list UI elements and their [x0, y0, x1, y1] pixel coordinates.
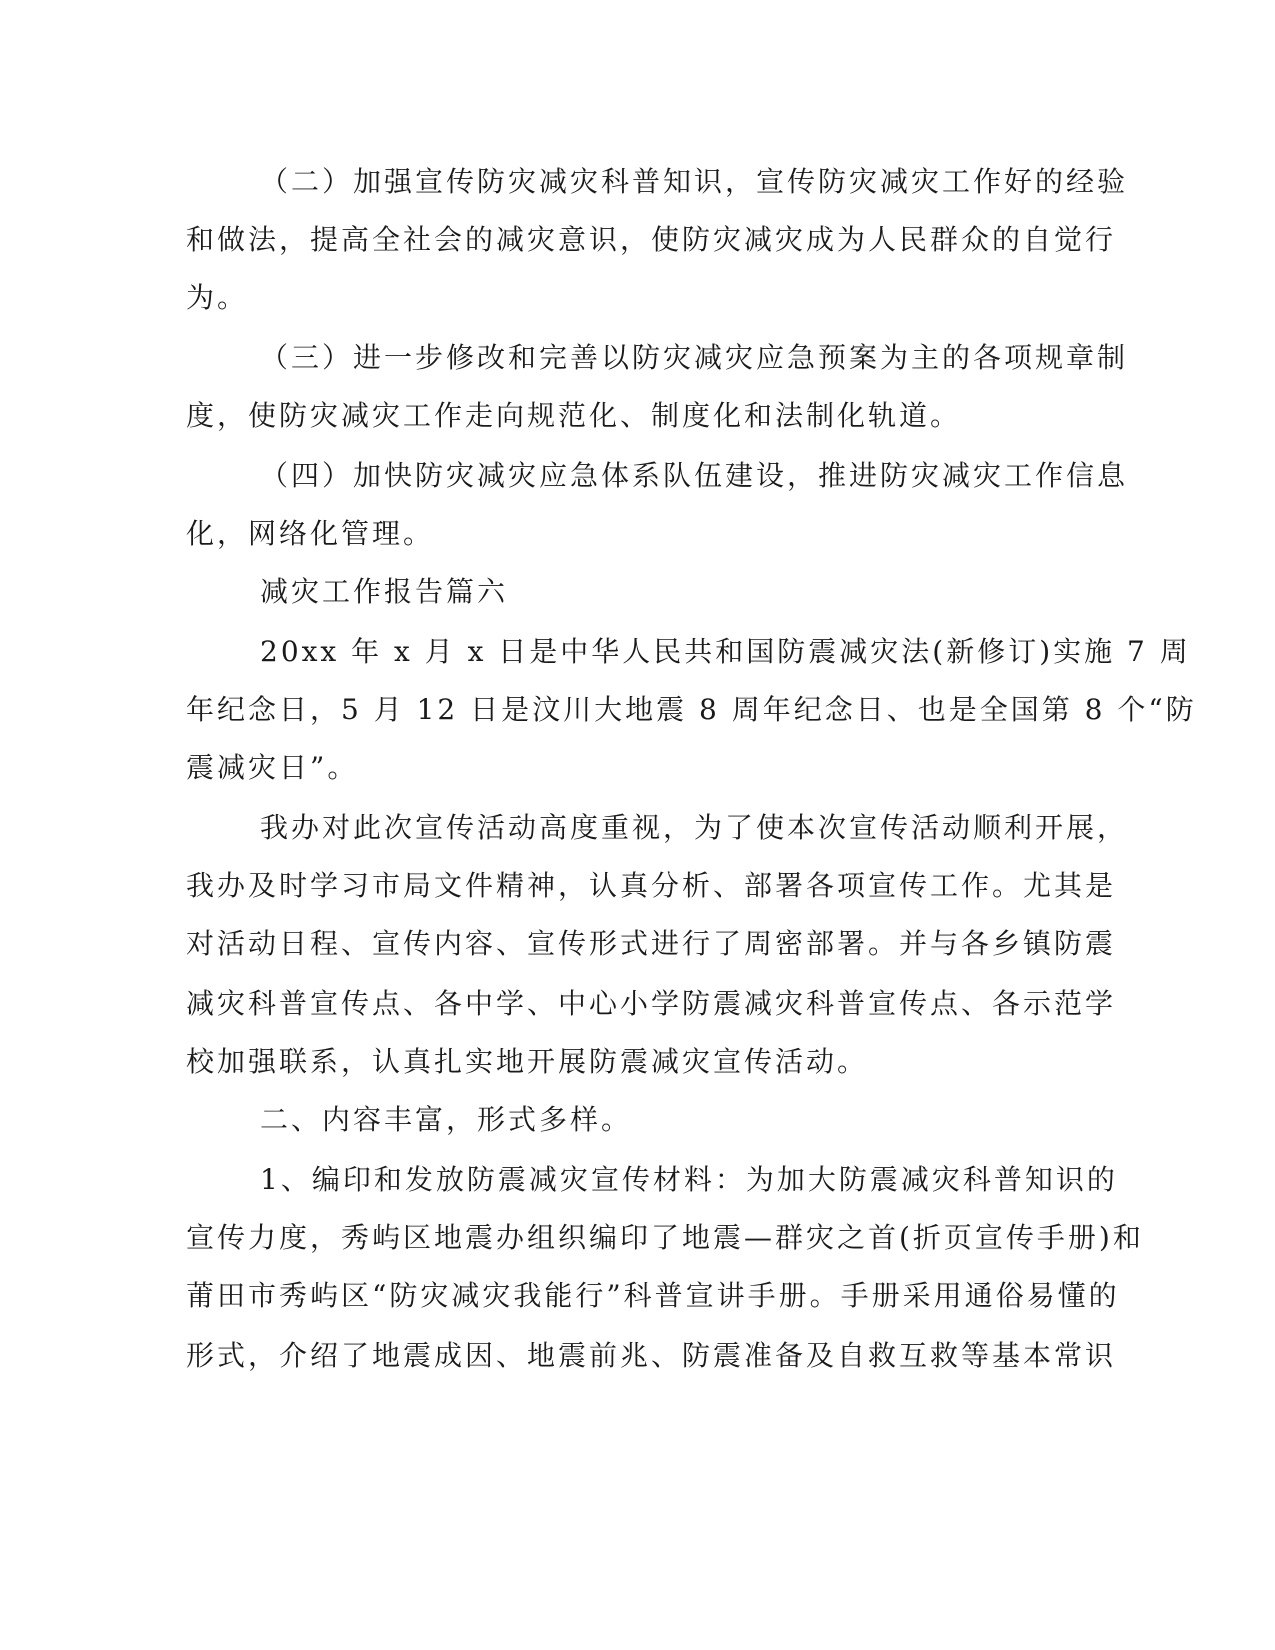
- text-line: 宣传力度，秀屿区地震办组织编印了地震—群灾之首(折页宣传手册)和: [186, 1221, 1144, 1254]
- text-line: 和做法，提高全社会的减灾意识，使防灾减灾成为人民群众的自觉行: [186, 223, 1117, 256]
- text-line: 形式，介绍了地震成因、地震前兆、防震准备及自救互救等基本常识: [186, 1339, 1117, 1372]
- text-line: （二）加强宣传防灾减灾科普知识，宣传防灾减灾工作好的经验: [260, 165, 1129, 198]
- text-line: 年纪念日，5 月 12 日是汶川大地震 8 周年纪念日、也是全国第 8 个“防: [186, 693, 1197, 726]
- text-line: （三）进一步修改和完善以防灾减灾应急预案为主的各项规章制: [260, 341, 1129, 374]
- text-line: （四）加快防灾减灾应急体系队伍建设，推进防灾减灾工作信息: [260, 459, 1129, 492]
- text-line: 化，网络化管理。: [186, 517, 435, 550]
- text-line: 莆田市秀屿区“防灾减灾我能行”科普宣讲手册。手册采用通俗易懂的: [186, 1279, 1120, 1312]
- text-line: 震减灾日”。: [186, 751, 359, 784]
- text-line: 为。: [186, 281, 249, 314]
- text-line: 校加强联系，认真扎实地开展防震减灾宣传活动。: [186, 1045, 869, 1078]
- section-heading: 二、内容丰富，形式多样。: [260, 1103, 633, 1136]
- text-line: 度，使防灾减灾工作走向规范化、制度化和法制化轨道。: [186, 399, 962, 432]
- text-line: 我办及时学习市局文件精神，认真分析、部署各项宣传工作。尤其是: [186, 869, 1117, 902]
- text-line: 我办对此次宣传活动高度重视，为了使本次宣传活动顺利开展，: [260, 811, 1129, 844]
- text-line: 20xx 年 x 月 x 日是中华人民共和国防震减灾法(新修订)实施 7 周: [260, 635, 1191, 668]
- section-heading: 减灾工作报告篇六: [260, 575, 509, 608]
- text-line: 对活动日程、宣传内容、宣传形式进行了周密部署。并与各乡镇防震: [186, 927, 1117, 960]
- text-line: 1、编印和发放防震减灾宣传材料：为加大防震减灾科普知识的: [260, 1163, 1118, 1196]
- text-line: 减灾科普宣传点、各中学、中心小学防震减灾科普宣传点、各示范学: [186, 987, 1117, 1020]
